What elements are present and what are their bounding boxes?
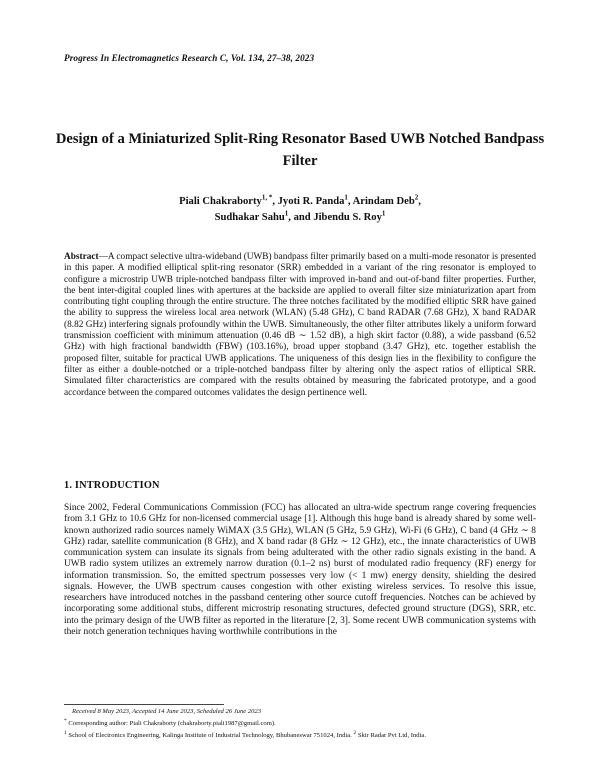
affiliation-mark: 1, * [261, 193, 273, 202]
author-name: Piali Chakraborty [179, 196, 262, 207]
introduction-paragraph: Since 2002, Federal Communications Commission (FCC) has allocated an ultra-wide spectrum range covering frequencies from 3.1 GHz to 10.6 GHz for non-licensed commercial usage [1]. Although this huge band is already shared by some well-known authorized radio sources namely WiMAX (3.5 GHz), WLAN (5 GHz, 5.9 GHz), Wi-Fi (6 GHz), C band (4 GHz ∼ 8 GHz) radar, satellite communication (8 GHz), and X band radar (8 GHz ∼ 12 GHz), etc., the innate characteristics of UWB communication system can insulate its signals from being adulterated with the other radio signals existing in the band. A UWB radio system utilizes an extremely narrow duration (0.1–2 ns) burst of modulated radio frequency (RF) energy for information transmission. So, the emitted spectrum possesses very low (< 1 mw) energy density, shielding the desired signals. However, the UWB spectrum causes congestion with other existing wireless services. To resolve this issue, researchers have introduced notches in the passband centering other source cutoff frequencies. Notches can be achieved by incorporating some additional stubs, different microstrip resonating structures, defected ground structure (DGS), SRR, etc. into the primary design of the UWB filter as reported in the literature [2, 3]. Some recent UWB communication systems with their notch generation techniques having worthwhile contributions in the [64, 503, 536, 637]
affiliation-mark: 1 [284, 208, 289, 217]
author-name: Arindam Deb [352, 196, 415, 207]
received-dates: Received 8 May 2023, Accepted 14 June 2023, Scheduled 26 June 2023 [72, 708, 262, 715]
corresponding-author-note: * Corresponding author: Piali Chakraborty (chakraborty.piali1987@gmail.com). [64, 717, 276, 727]
paper-title: Design of a Miniaturized Split-Ring Resonator Based UWB Notched Bandpass Filter [55, 131, 545, 169]
section-heading-introduction: 1. INTRODUCTION [64, 480, 160, 491]
footnote-divider [64, 704, 224, 705]
author-name: Jibendu S. Roy [313, 211, 382, 223]
journal-header: Progress In Electromagnetics Research C, Vol. 134, 27–38, 2023 [64, 53, 315, 63]
abstract-label: Abstract [64, 252, 99, 262]
author-name: Jyoti R. Panda [277, 196, 345, 207]
affiliation-mark: 1 [381, 208, 386, 217]
abstract [64, 252, 536, 399]
author-name: Sudhakar Sahu [214, 211, 285, 223]
affiliation-mark: 1 [344, 193, 348, 202]
author-list: Piali Chakraborty$^{1, *}$, Jyoti R. Panda$^1$, Arindam Deb$^2$, Sudhakar Sahu$^1$, and Jibendu S. Roy$^1$ [179, 193, 421, 223]
affiliation-mark: 2 [414, 193, 419, 202]
footnotes [64, 708, 536, 741]
affiliations-note: $^1$ School of Electronics Engineering, Kalinga Institute of Industrial Technology, Bhubaneswar 751024, India. $^2$ Skir Radar Pvt Ltd, India. [64, 729, 426, 739]
abstract-text: —A compact selective ultra-wideband (UWB) bandpass filter primarily based on a multi-mode resonator is presented in this paper. A modified elliptical split-ring resonator (SRR) embedded in a variant of the ring resonator is employed to configure a microstrip UWB triple-notched bandpass filter with improved in-band and out-of-band filter properties. Further, the bent inter-digital coupled lines with apertures at the backside are applied to overall filter size miniaturization apart from contributing tight coupling through the entire structure. The three notches facilitated by the modified elliptic SRR have gained the ability to suppress the wireless local area network (WLAN) (5.48 GHz), C band RADAR (7.68 GHz), X band RADAR (8.82 GHz) interfering signals profoundly within the UWB. Simultaneously, the other filter attributes likely a uniform forward transmission coefficient with minimum attenuation (0.46 dB ∼ 1.52 dB), a high skirt factor (0.88), a wide passband (6.52 GHz) with high fractional bandwidth (FBW) (103.16%), broad upper stopband (3.47 GHz), etc. together establish the proposed filter, suitable for practical UWB applications. The uniqueness of this design lies in the flexibility to configure the filter as either a double-notched or a triple-notched bandpass filter by altering only the aspect ratios of elliptical SRR. Simulated filter characteristics are compared with the results obtained by measuring the fabricated prototype, and a good accordance between the compared outcomes validates the design pertinence well. [64, 252, 536, 398]
